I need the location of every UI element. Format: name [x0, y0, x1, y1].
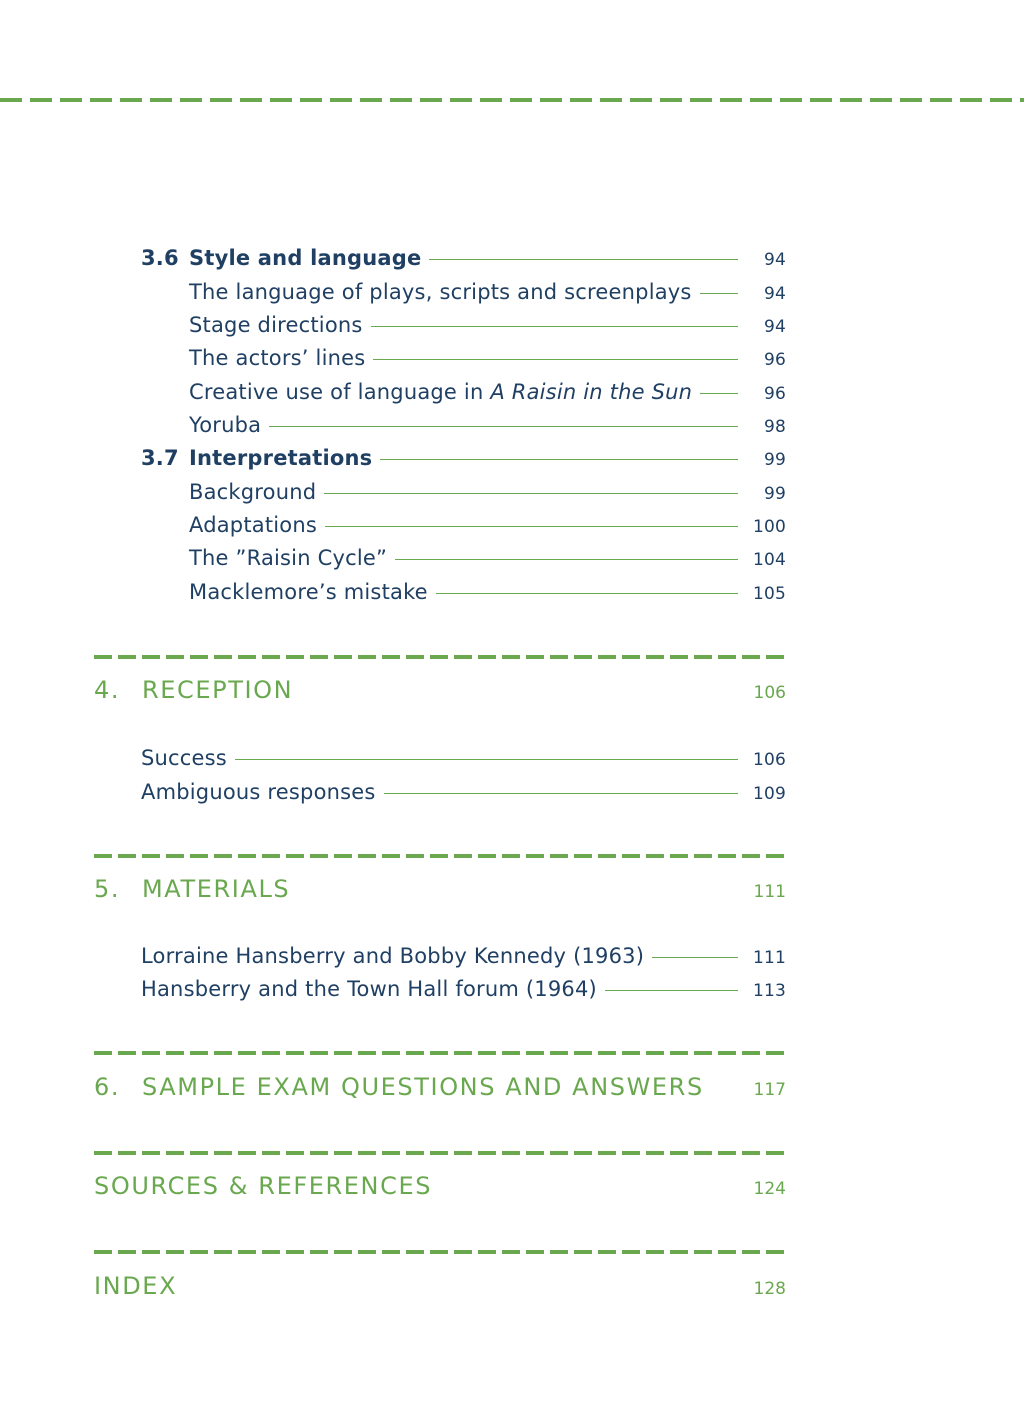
leader-line	[700, 293, 738, 294]
toc-index[interactable]	[94, 1272, 786, 1308]
toc-item[interactable]	[189, 346, 786, 376]
toc-item[interactable]	[141, 944, 786, 974]
item-label: Success	[141, 746, 227, 770]
toc-item[interactable]	[189, 413, 786, 443]
toc-item[interactable]	[141, 780, 786, 810]
item-label-italic: A Raisin in the Sun	[490, 380, 693, 404]
chapter-number: 6.	[94, 1073, 121, 1101]
chapter-title: INDEX	[94, 1272, 178, 1300]
toc-item[interactable]	[189, 580, 786, 610]
page-number: 96	[763, 350, 786, 370]
toc-chapter-5[interactable]	[94, 875, 786, 911]
page-number: 109	[752, 784, 786, 804]
item-label: Background	[189, 480, 317, 504]
item-label: Macklemore’s mistake	[189, 580, 428, 604]
page-number: 100	[752, 517, 786, 537]
leader-line	[652, 957, 738, 958]
leader-line	[371, 326, 738, 327]
toc-section-3-6[interactable]	[141, 246, 786, 276]
item-label: Ambiguous responses	[141, 780, 376, 804]
leader-line	[324, 493, 738, 494]
leader-line	[373, 359, 738, 360]
chapter-title: MATERIALS	[142, 875, 291, 903]
section-title: Interpretations	[189, 446, 373, 470]
chapter-dashed-rule	[94, 655, 786, 659]
page-number: 94	[763, 284, 786, 304]
page-number: 104	[752, 550, 786, 570]
item-label: Lorraine Hansberry and Bobby Kennedy (1963)	[141, 944, 645, 968]
page-number: 99	[763, 484, 786, 504]
item-label: Yoruba	[189, 413, 262, 437]
toc-section-3-7[interactable]	[141, 446, 786, 476]
item-label: Adaptations	[189, 513, 317, 537]
page-number: 106	[753, 683, 786, 703]
chapter-dashed-rule	[94, 1151, 786, 1155]
toc-chapter-6[interactable]	[94, 1073, 786, 1109]
section-number: 3.6	[141, 246, 179, 270]
chapter-number: 5.	[94, 875, 121, 903]
leader-line	[235, 759, 738, 760]
toc-item[interactable]	[141, 746, 786, 776]
toc-item[interactable]	[189, 480, 786, 510]
page-number: 111	[752, 948, 786, 968]
leader-line	[429, 259, 738, 260]
toc-chapter-4[interactable]	[94, 676, 786, 712]
chapter-number: 4.	[94, 676, 121, 704]
leader-line	[269, 426, 738, 427]
leader-line	[325, 526, 738, 527]
leader-line	[395, 559, 738, 560]
item-label: The ”Raisin Cycle”	[189, 546, 388, 570]
page-number: 124	[753, 1179, 786, 1199]
toc-item[interactable]	[189, 513, 786, 543]
leader-line	[605, 990, 738, 991]
item-label: Hansberry and the Town Hall forum (1964)	[141, 977, 597, 1001]
item-label: The language of plays, scripts and screenplays	[189, 280, 692, 304]
toc-item[interactable]	[189, 313, 786, 343]
page-number: 96	[763, 384, 786, 404]
leader-line	[384, 793, 738, 794]
leader-line	[436, 593, 738, 594]
toc-item[interactable]	[189, 380, 786, 410]
chapter-title: RECEPTION	[142, 676, 294, 704]
toc-item[interactable]	[141, 977, 786, 1007]
item-label: The actors’ lines	[189, 346, 366, 370]
page-number: 113	[752, 981, 786, 1001]
top-dashed-rule	[0, 98, 1024, 102]
leader-line	[700, 393, 738, 394]
chapter-dashed-rule	[94, 854, 786, 858]
section-title: Style and language	[189, 246, 422, 270]
chapter-dashed-rule	[94, 1250, 786, 1254]
leader-line	[380, 459, 738, 460]
page-number: 94	[763, 250, 786, 270]
chapter-title: SAMPLE EXAM QUESTIONS AND ANSWERS	[142, 1073, 704, 1101]
page-number: 111	[753, 882, 786, 902]
item-label-prefix: Creative use of language in	[189, 380, 491, 404]
page-number: 105	[752, 584, 786, 604]
toc-item[interactable]	[189, 280, 786, 310]
item-label: Stage directions	[189, 313, 363, 337]
toc-sources-references[interactable]	[94, 1172, 786, 1208]
page-number: 106	[752, 750, 786, 770]
chapter-title: SOURCES & REFERENCES	[94, 1172, 433, 1200]
page-number: 94	[763, 317, 786, 337]
chapter-dashed-rule	[94, 1051, 786, 1055]
page-number: 98	[763, 417, 786, 437]
page-number: 117	[753, 1080, 786, 1100]
item-label	[189, 380, 692, 404]
page-number: 99	[763, 450, 786, 470]
page-number: 128	[753, 1279, 786, 1299]
section-number: 3.7	[141, 446, 179, 470]
toc-item[interactable]	[189, 546, 786, 576]
